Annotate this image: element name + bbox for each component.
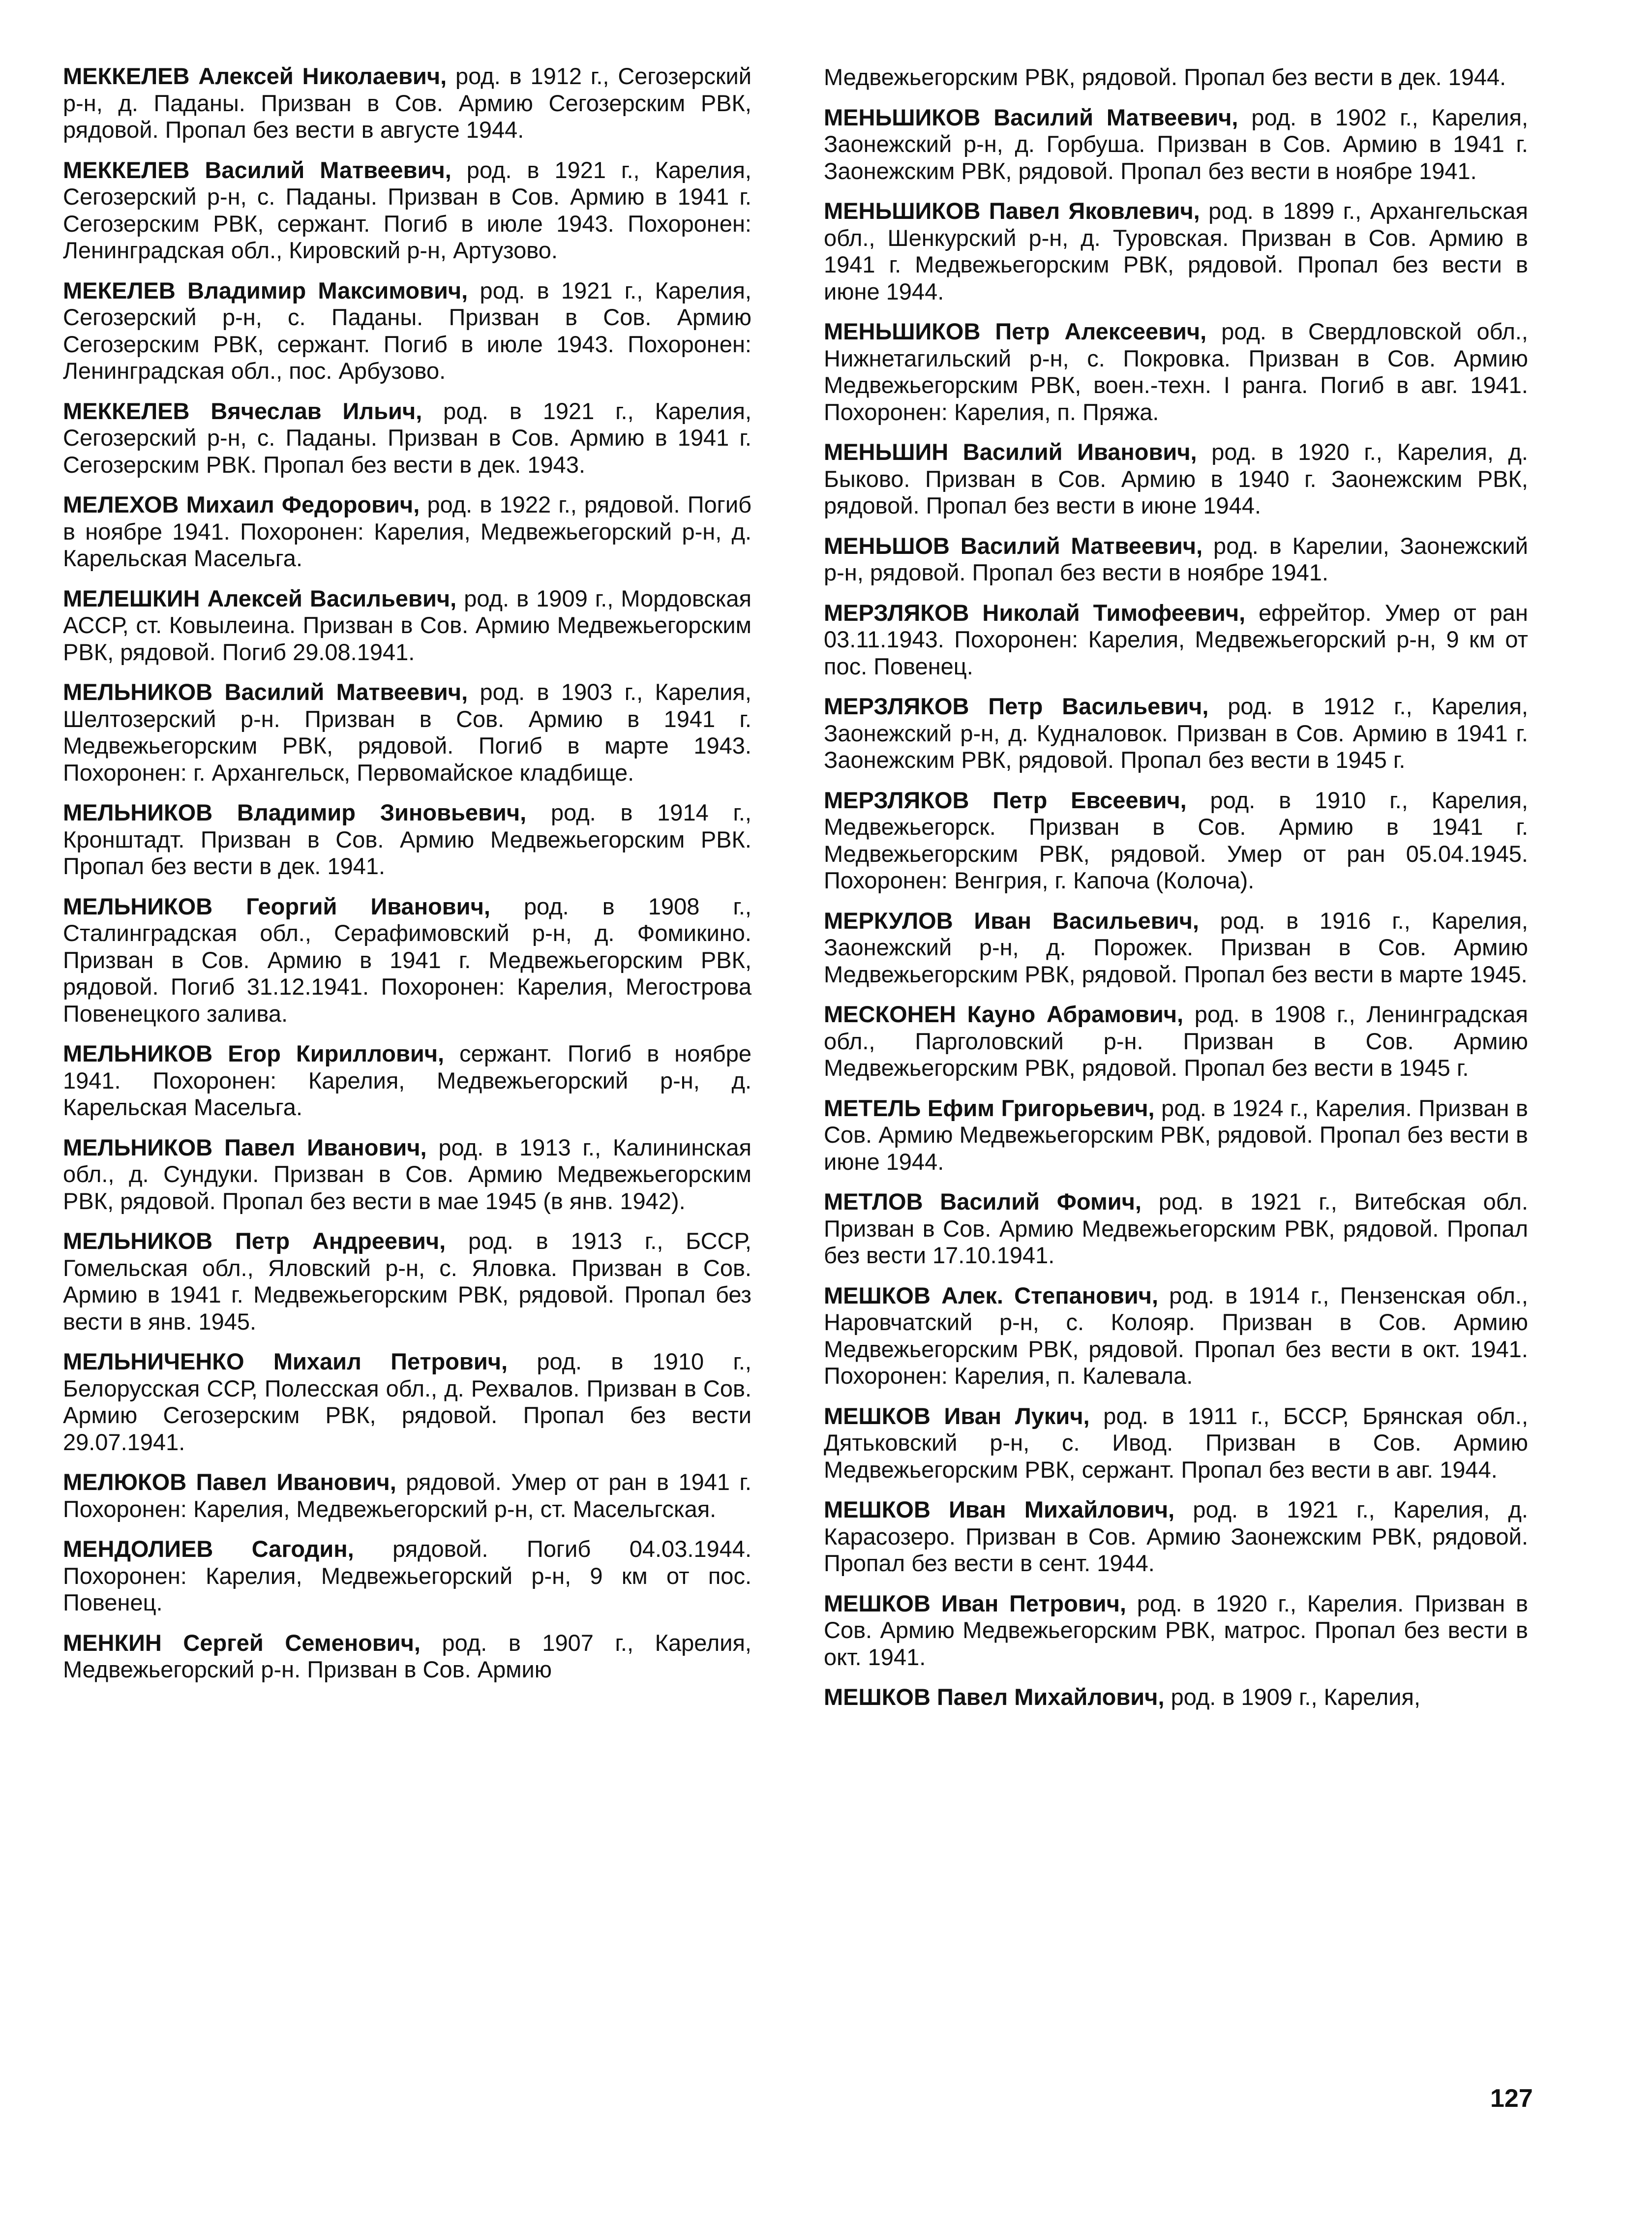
entry [63, 1348, 751, 1456]
entry-name: МЕНКИН Сергей Семенович, [63, 1629, 421, 1656]
entry [63, 1040, 751, 1121]
entry-text: род. в 1921 г., Карелия, д. Карасозеро. Призван в Сов. Армию Заонежским РВК, рядовой. Пропал без вести в сент. 1944. [824, 1496, 1528, 1576]
entry [824, 1684, 1528, 1711]
entry-text: род. в 1911 г., БССР, Брянская обл., Дятьковский р-н, с. Ивод. Призван в Сов. Армию Медвежьегорским РВК, сержант. Пропал без вести в авг. 1944. [824, 1402, 1529, 1483]
entry-name: МЕЛЬНИКОВ Петр Андреевич, [63, 1228, 446, 1254]
entry [824, 104, 1528, 185]
entry [63, 157, 751, 264]
entry-name: МЕШКОВ Алек. Степанович, [824, 1282, 1159, 1308]
entry-name: МЕРЗЛЯКОВ Николай Тимофеевич, [824, 599, 1246, 626]
entry-text: род. в Карелии, Заонежский р-н, рядовой. Пропал без вести в ноябре 1941. [824, 532, 1528, 585]
entry-text: род. в 1920 г., Карелия, д. Быково. Призван в Сов. Армию в 1940 г. Заонежским РВК, рядовой. Пропал без вести в июне 1944. [824, 439, 1528, 518]
entry-name: МЕЛЬНИКОВ Василий Матвеевич, [63, 679, 468, 705]
entry [824, 1282, 1528, 1390]
entry-name: МЕККЕЛЕВ Вячеслав Ильич, [63, 397, 422, 424]
entry [824, 64, 1528, 91]
page-number: 127 [1490, 2084, 1533, 2113]
entry [63, 491, 751, 572]
entry-text: род. в 1914 г., Пензенская обл., Наровчатский р-н, с. Колояр. Призван в Сов. Армию Медвежьегорским РВК, рядовой. Пропал без вести в окт. 1941. Похоронен: Карелия, п. Калевала. [824, 1282, 1528, 1389]
entry-text: рядовой. Умер от ран в 1941 г. Похоронен: Карелия, Медвежьегорский р-н, ст. Масельгская. [63, 1469, 751, 1522]
entry-text: род. в 1913 г., БССР, Гомельская обл., Яловский р-н, с. Яловка. Призван в Сов. Армию в 1941 г. Медвежьегорским РВК, рядовой. Пропал без вести в янв. 1945. [63, 1228, 751, 1335]
entry-name: МЕНДОЛИЕВ Сагодин, [63, 1536, 354, 1562]
left-column [63, 63, 751, 1697]
right-column [824, 64, 1528, 1724]
entry-name: МЕТЛОВ Василий Фомич, [824, 1188, 1141, 1215]
entry [824, 908, 1528, 988]
entry-text: род. в 1902 г., Карелия, Заонежский р-н, д. Горбуша. Призван в Сов. Армию в 1941 г. Заонежским РВК, рядовой. Пропал без вести в ноябре 1941. [824, 104, 1529, 184]
entry-text: род. в 1916 г., Карелия, Заонежский р-н, д. Порожек. Призван в Сов. Армию Медвежьегорским РВК, рядовой. Пропал без вести в марте 1945. [824, 907, 1528, 987]
entry-text: род. в 1921 г., Карелия, Сегозерский р-н, с. Паданы. Призван в Сов. Армию в 1941 г. Сегозерским РВК. Пропал без вести в дек. 1943. [63, 397, 751, 478]
entry-text: род. в 1922 г., рядовой. Погиб в ноябре 1941. Похоронен: Карелия, Медвежьегорский р-н, д. Карельская Масельга. [63, 491, 751, 571]
entry [824, 318, 1528, 426]
entry-name: МЕРЗЛЯКОВ Петр Васильевич, [824, 693, 1209, 719]
entry [824, 600, 1528, 680]
entry [63, 585, 751, 666]
entry-text: род. в 1910 г., Карелия, Медвежьегорск. Призван в Сов. Армию в 1941 г. Медвежьегорским РВК, рядовой. Умер от ран 05.04.1945. Похоронен: Венгрия, г. Капоча (Колоча). [824, 787, 1528, 893]
entry-text: род. в 1914 г., Кронштадт. Призван в Сов. Армию Медвежьегорским РВК. Пропал без вести в дек. 1941. [63, 799, 751, 879]
entry-name: МЕЛЬНИКОВ Владимир Зиновьевич, [63, 799, 527, 825]
entry-name: МЕККЕЛЕВ Василий Матвеевич, [63, 156, 451, 183]
entry-text: род. в 1908 г., Сталинградская обл., Серафимовский р-н, д. Фомикино. Призван в Сов. Армию в 1941 г. Медвежьегорским РВК, рядовой. Погиб 31.12.1941. Похоронен: Карелия, Мегострова Повенецкого залива. [63, 893, 751, 1027]
entry-name: МЕСКОНЕН Кауно Абрамович, [824, 1001, 1184, 1027]
entry-text: род. в 1910 г., Белорусская ССР, Полесская обл., д. Рехвалов. Призван в Сов. Армию Сегозерским РВК, рядовой. Пропал без вести 29.07.1941. [63, 1348, 751, 1455]
entry-text: род. в 1907 г., Карелия, Медвежьегорский р-н. Призван в Сов. Армию [63, 1629, 751, 1682]
entry-text: сержант. Погиб в ноябре 1941. Похоронен: Карелия, Медвежьегорский р-н, д. Карельская Масельга. [63, 1040, 751, 1120]
entry-text: рядовой. Погиб 04.03.1944. Похоронен: Карелия, Медвежьегорский р-н, 9 км от пос. Повенец. [63, 1536, 752, 1615]
entry [63, 1228, 751, 1335]
entry-name: МЕШКОВ Иван Лукич, [824, 1402, 1090, 1429]
entry [63, 893, 751, 1028]
entry-name: МЕРЗЛЯКОВ Петр Евсеевич, [824, 787, 1187, 813]
entry-name: МЕШКОВ Павел Михайлович, [824, 1684, 1165, 1710]
entry-text: род. в 1912 г., Карелия, Заонежский р-н, д. Кудналовок. Призван в Сов. Армию в 1941 г. Заонежским РВК, рядовой. Пропал без вести в 1945 г. [824, 693, 1528, 773]
entry-name: МЕЛЬНИКОВ Павел Иванович, [63, 1134, 427, 1160]
entry [824, 533, 1528, 586]
entry-text: род. в 1921 г., Карелия, Сегозерский р-н, с. Паданы. Призван в Сов. Армию в 1941 г. Сегозерским РВК, сержант. Погиб в июле 1943. Похоронен: Ленинградская обл., Кировский р-н, Артузово. [63, 156, 751, 263]
entry [824, 1188, 1528, 1269]
entry-text: род. в 1913 г., Калининская обл., д. Сундуки. Призван в Сов. Армию Медвежьегорским РВК, рядовой. Пропал без вести в мае 1945 (в янв. 1942). [63, 1134, 751, 1214]
entry-name: МЕНЬШИКОВ Петр Алексеевич, [824, 318, 1207, 344]
entry [824, 439, 1528, 519]
entry-name: МЕНЬШИКОВ Павел Яковлевич, [824, 198, 1200, 224]
entry [63, 1536, 751, 1616]
entry-text: род. в 1912 г., Сегозерский р-н, д. Паданы. Призван в Сов. Армию Сегозерским РВК, рядовой. Пропал без вести в августе 1944. [63, 63, 751, 143]
entry [824, 1095, 1528, 1176]
entry-name: МЕЛЕХОВ Михаил Федорович, [63, 491, 420, 517]
entry-text: род. в 1899 г., Архангельская обл., Шенкурский р-н, д. Туровская. Призван в Сов. Армию в 1941 г. Медвежьегорским РВК, рядовой. Пропал без вести в июне 1944. [824, 198, 1528, 304]
entry-name: МЕТЕЛЬ Ефим Григорьевич, [824, 1094, 1155, 1121]
entry-text: род. в 1903 г., Карелия, Шелтозерский р-н. Призван в Сов. Армию в 1941 г. Медвежьегорским РВК, рядовой. Погиб в марте 1943. Похоронен: г. Архангельск, Первомайское кладбище. [63, 679, 751, 786]
entry-name: МЕККЕЛЕВ Алексей Николаевич, [63, 63, 447, 89]
entry-name: МЕШКОВ Иван Петрович, [824, 1590, 1126, 1616]
entry [824, 787, 1528, 894]
entry-name: МЕНЬШОВ Василий Матвеевич, [824, 532, 1203, 559]
entry [824, 1403, 1528, 1484]
entry-text: род. в 1924 г., Карелия. Призван в Сов. Армию Медвежьегорским РВК, рядовой. Пропал без вести в июне 1944. [824, 1094, 1528, 1175]
entry-text: род. в 1920 г., Карелия. Призван в Сов. Армию Медвежьегорским РВК, матрос. Пропал без вести в окт. 1941. [824, 1590, 1528, 1670]
entry-name: МЕЛЕШКИН Алексей Васильевич, [63, 585, 457, 611]
entry [824, 1496, 1528, 1577]
entry-name: МЕРКУЛОВ Иван Васильевич, [824, 907, 1199, 934]
entry-text: ефрейтор. Умер от ран 03.11.1943. Похоронен: Карелия, Медвежьегорский р-н, 9 км от пос. Повенец. [824, 599, 1528, 679]
entry [63, 799, 751, 880]
entry-text: род. в 1921 г., Карелия, Сегозерский р-н, с. Паданы. Призван в Сов. Армию Сегозерским РВК, сержант. Погиб в июле 1943. Похоронен: Ленинградская обл., пос. Арбузово. [63, 277, 751, 384]
entry-name: МЕКЕЛЕВ Владимир Максимович, [63, 277, 468, 304]
entry [824, 693, 1528, 774]
entry-text: род. в 1909 г., Карелия, [1164, 1684, 1421, 1710]
entry-name: МЕЛЬНИКОВ Егор Кириллович, [63, 1040, 445, 1066]
entry-name: МЕЛЬНИКОВ Георгий Иванович, [63, 893, 490, 919]
entry-name: МЕЛЬНИЧЕНКО Михаил Петрович, [63, 1348, 508, 1374]
entry [824, 198, 1528, 305]
entry [824, 1590, 1528, 1671]
entry-text: Медвежьегорским РВК, рядовой. Пропал без вести в дек. 1944. [824, 64, 1506, 90]
entry [63, 1134, 751, 1215]
entry [63, 277, 751, 385]
entry-name: МЕШКОВ Иван Михайлович, [824, 1496, 1175, 1522]
entry-name: МЕНЬШИН Василий Иванович, [824, 439, 1197, 465]
entry-text: род. в 1909 г., Мордовская АССР, ст. Ковылеина. Призван в Сов. Армию Медвежьегорским РВК, рядовой. Погиб 29.08.1941. [63, 585, 752, 665]
entry [63, 63, 751, 144]
entry-text: род. в 1921 г., Витебская обл. Призван в Сов. Армию Медвежьегорским РВК, рядовой. Пропал без вести 17.10.1941. [824, 1188, 1529, 1268]
entry [63, 1469, 751, 1522]
entry-text: род. в 1908 г., Ленинградская обл., Парголовский р-н. Призван в Сов. Армию Медвежьегорским РВК, рядовой. Пропал без вести в 1945 г. [824, 1001, 1528, 1081]
entry-name: МЕНЬШИКОВ Василий Матвеевич, [824, 104, 1238, 130]
entry-text: род. в Свердловской обл., Нижнетагильский р-н, с. Покровка. Призван в Сов. Армию Медвежьегорским РВК, воен.-техн. I ранга. Погиб в авг. 1941. Похоронен: Карелия, п. Пряжа. [824, 318, 1528, 425]
entry [63, 1630, 751, 1683]
entry [63, 398, 751, 479]
entry [824, 1001, 1528, 1082]
entry-name: МЕЛЮКОВ Павел Иванович, [63, 1469, 396, 1495]
entry [63, 679, 751, 786]
